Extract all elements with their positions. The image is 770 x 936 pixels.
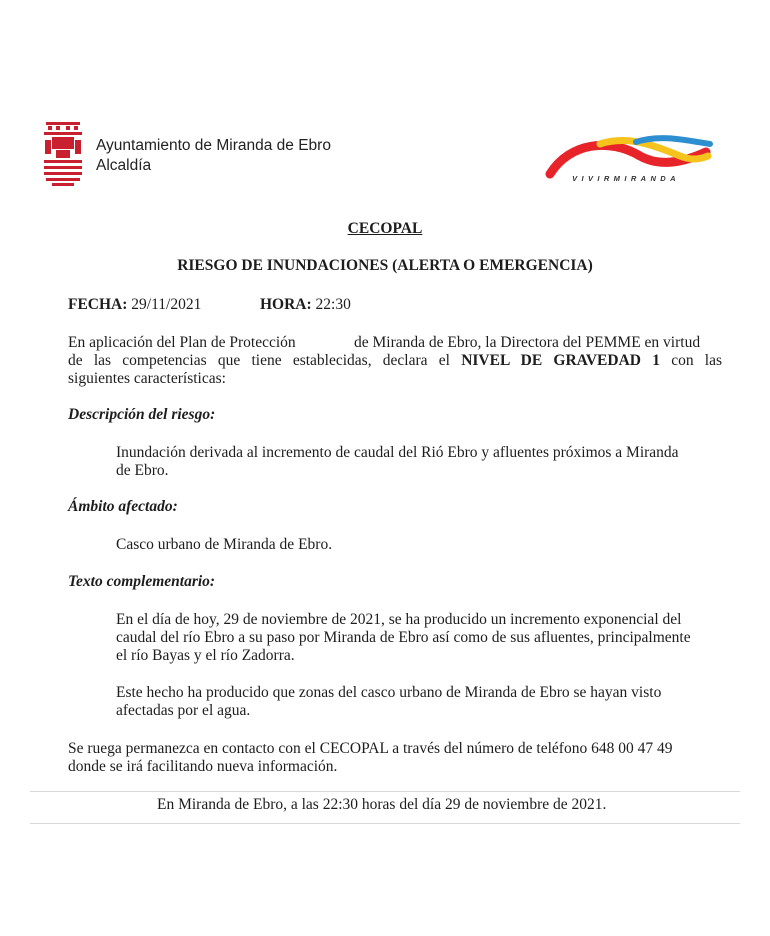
- supplementary-p2-line-1: Este hecho ha producido que zonas del casco urbano de Miranda de Ebro se hayan visto: [116, 684, 662, 701]
- intro-line-2: [68, 351, 722, 370]
- supplementary-p2-line-2: afectadas por el agua.: [116, 702, 251, 719]
- description-line-1: Inundación derivada al incremento de caudal del Rió Ebro y afluentes próximos a Miranda: [116, 444, 679, 461]
- supplementary-heading: Texto complementario:: [68, 573, 216, 590]
- organization-block: [96, 136, 331, 176]
- organization-name: Ayuntamiento de Miranda de Ebro: [96, 137, 331, 154]
- divider-top: [30, 791, 740, 792]
- fecha-value: 29/11/2021: [131, 296, 202, 313]
- divider-bottom: [30, 823, 740, 824]
- supplementary-p1-line-3: el río Bayas y el río Zadorra.: [116, 647, 295, 664]
- closing-line: En Miranda de Ebro, a las 22:30 horas del día 29 de noviembre de 2021.: [157, 796, 607, 813]
- organization-department: Alcaldía: [96, 157, 152, 174]
- logo-wordmark: VIVIRMIRANDA: [572, 174, 680, 183]
- supplementary-p1-line-2: caudal del río Ebro a su paso por Miranda de Ebro así como de sus afluentes, principalmente: [116, 629, 691, 646]
- hora-label: HORA:: [260, 296, 312, 313]
- document-subtitle: RIESGO DE INUNDACIONES (ALERTA O EMERGENCIA): [177, 257, 593, 274]
- intro-line-2a: de las competencias que tiene establecidas, declara el: [68, 352, 450, 369]
- date-line: [68, 295, 201, 314]
- contact-line-2: donde se irá facilitando nueva información.: [68, 758, 338, 775]
- time-line: [260, 295, 351, 314]
- intro-line-1b: de Miranda de Ebro, la Directora del PEMME en virtud: [354, 334, 701, 351]
- intro-line-3: siguientes características:: [68, 370, 226, 387]
- contact-line-1: Se ruega permanezca en contacto con el CECOPAL a través del número de teléfono 648 00 47 49: [68, 740, 673, 757]
- intro-line-1a: En aplicación del Plan de Protección: [68, 334, 296, 351]
- severity-level: NIVEL DE GRAVEDAD 1: [461, 352, 660, 369]
- document-title: CECOPAL: [347, 220, 423, 237]
- intro-line-2c: con las: [671, 352, 723, 369]
- hora-value: 22:30: [315, 296, 351, 313]
- description-line-2: de Ebro.: [116, 462, 169, 479]
- scope-line-1: Casco urbano de Miranda de Ebro.: [116, 536, 333, 553]
- supplementary-p1-line-1: En el día de hoy, 29 de noviembre de 2021, se ha producido un incremento exponencial del: [116, 611, 682, 628]
- description-heading: Descripción del riesgo:: [68, 406, 216, 423]
- fecha-label: FECHA:: [68, 296, 128, 313]
- scope-heading: Ámbito afectado:: [68, 498, 178, 515]
- coat-of-arms-icon: [42, 122, 84, 186]
